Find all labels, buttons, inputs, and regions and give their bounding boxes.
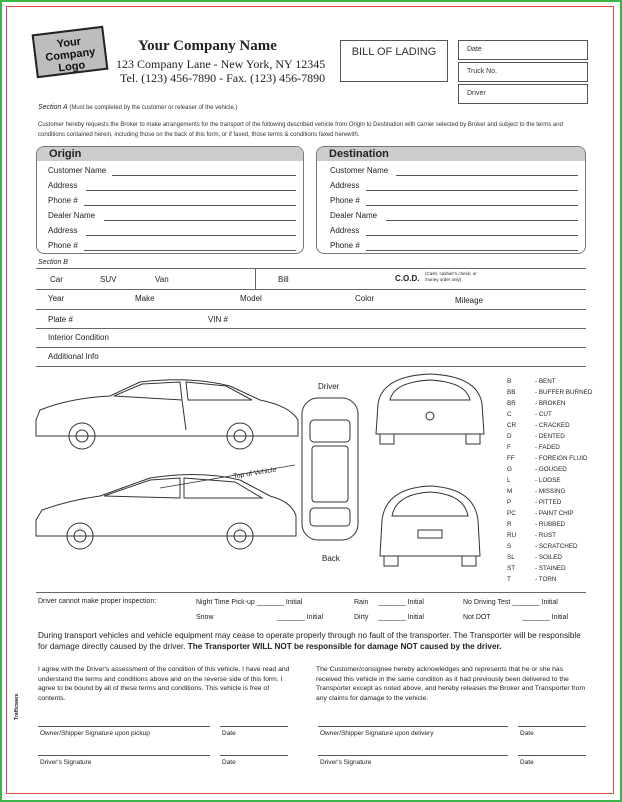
destination-field-label: Phone # (330, 241, 360, 250)
damage-code: CR - CRACKED (507, 422, 570, 429)
divider (36, 328, 586, 329)
make-label: Make (135, 294, 155, 303)
date-field[interactable] (458, 40, 588, 60)
date-line[interactable] (220, 726, 288, 727)
date-label: Date (222, 730, 236, 737)
doc-title-text: BILL OF LADING (351, 46, 437, 58)
divider (36, 268, 586, 269)
destination-title: Destination (317, 147, 585, 161)
divider (36, 347, 586, 348)
inspection-night[interactable]: Night Time Pick-up _______ Initial (196, 599, 303, 606)
destination-field-label: Phone # (330, 196, 360, 205)
year-label: Year (48, 294, 65, 303)
date-line[interactable] (518, 755, 586, 756)
delivery-signature-line[interactable] (318, 726, 508, 727)
damage-code: T - TORN (507, 576, 557, 583)
left-agreement: I agree with the Driver's assessment of the condition of this vehicle. I have read and understand the terms and conditions above and on the reverse side of this form. I agree to be bound by all of these terms and conditions. This vehicle is free of contents. (38, 666, 290, 702)
cod-label: C.O.D. (395, 274, 420, 283)
vehicle-diagram (30, 370, 500, 585)
inspection-dirty[interactable]: Dirty _______ Initial (354, 614, 424, 621)
destination-input-line[interactable] (366, 190, 578, 191)
destination-field-label: Address (330, 181, 360, 190)
company-logo (32, 26, 109, 78)
inspection-no-test[interactable]: No Driving Test _______ Initial (463, 599, 558, 606)
driver-side-label: Driver (318, 382, 340, 391)
transport-note-bold: The Transporter WILL NOT be responsible for damage NOT caused by the driver. (187, 642, 502, 651)
destination-input-line[interactable] (366, 205, 578, 206)
destination-input-line[interactable] (366, 250, 578, 251)
divider (255, 269, 256, 289)
truck-no-field[interactable] (458, 62, 588, 82)
origin-input-line[interactable] (84, 205, 296, 206)
damage-code: D - DENTED (507, 433, 565, 440)
damage-code: F - FADED (507, 444, 560, 451)
section-a-title (38, 104, 237, 111)
bill-label: Bill (278, 275, 289, 284)
additional-label: Additional Info (48, 352, 99, 361)
model-label: Model (240, 294, 262, 303)
divider (36, 309, 586, 310)
origin-input-line[interactable] (104, 220, 296, 221)
divider (36, 366, 586, 367)
date-line[interactable] (518, 726, 586, 727)
inspection-not-dot[interactable]: Not DOT _______ Initial (463, 614, 569, 621)
driver-signature-label: Driver's Signature (40, 759, 92, 766)
driver-label: Driver (467, 90, 486, 97)
transport-note (38, 630, 588, 652)
damage-code: FF - FOREIGN FLUID (507, 455, 588, 462)
damage-code: SL - SOILED (507, 554, 562, 561)
driver-signature-line[interactable] (318, 755, 508, 756)
side-brand: Trafficware (14, 693, 20, 720)
vin-label: VIN # (208, 315, 229, 324)
destination-input-line[interactable] (366, 235, 578, 236)
section-a-label: Section A (38, 104, 68, 111)
section-b-title: Section B (38, 259, 68, 266)
logo-text: Your Company Logo (44, 35, 96, 75)
inspection-snow[interactable]: Snow _______ Initial (196, 614, 324, 621)
driver-signature-label: Driver's Signature (320, 759, 372, 766)
damage-code: PC - PAINT CHIP (507, 510, 574, 517)
origin-title: Origin (37, 147, 303, 161)
destination-field-label: Customer Name (330, 166, 389, 175)
company-name: Your Company Name (138, 38, 277, 54)
origin-field-label: Customer Name (48, 166, 107, 175)
delivery-signature-label: Owner/Shipper Signature upon delivery (320, 730, 434, 737)
section-a-text: Customer hereby requests the Broker to make arrangements for the transport of the following described vehicle from Origin to Destination with carrier selected by Broker and subject to the terms and conditions contained herein, including those on the back of this form, or if faxed, those terms & conditions faxed herewith. (38, 122, 563, 138)
suv-label: SUV (100, 275, 117, 284)
shipper-signature-line[interactable] (38, 726, 210, 727)
damage-code-list (507, 376, 592, 585)
damage-code: S - SCRATCHED (507, 543, 578, 550)
origin-input-line[interactable] (86, 235, 296, 236)
origin-field-label: Address (48, 181, 78, 190)
destination-input-line[interactable] (386, 220, 578, 221)
company-phone-fax: Tel. (123) 456-7890 - Fax. (123) 456-7890 (120, 71, 326, 85)
top-of-vehicle-label: Top of Vehicle (232, 466, 277, 481)
damage-code: L - LOOSE (507, 477, 561, 484)
divider (36, 592, 586, 593)
damage-code: BR - BROKEN (507, 400, 566, 407)
damage-code: P - PITTED (507, 499, 562, 506)
rear-view-car (380, 486, 480, 566)
van-label: Van (155, 275, 169, 284)
inspection-label: Driver cannot make proper inspection: (38, 598, 157, 605)
damage-code: ST - STAINED (507, 565, 566, 572)
damage-code: B - BENT (507, 378, 556, 385)
damage-code: BB - BUFFER BURNED (507, 389, 593, 396)
right-agreement: The Customer/consignee hereby acknowledges and represents that he or she has received this vehicle in the same condition as it had previously been delivered to the Transporter except as noted above, and hereby releases the Broker and Transporter from any claims for damage to the vehicle. (316, 666, 586, 702)
inspection-rain[interactable]: Rain _______ Initial (354, 599, 424, 606)
date-label: Date (520, 730, 534, 737)
origin-input-line[interactable] (84, 250, 296, 251)
truck-label: Truck No. (467, 68, 498, 75)
cod-note: (Cash, cashier's check, or money order only) (425, 271, 477, 282)
car-label: Car (50, 275, 63, 284)
destination-input-line[interactable] (396, 175, 578, 176)
document-title (340, 40, 448, 82)
driver-signature-line[interactable] (38, 755, 210, 756)
front-view-car (376, 374, 484, 444)
back-label: Back (322, 554, 340, 563)
origin-input-line[interactable] (112, 175, 296, 176)
destination-field-label: Address (330, 226, 360, 235)
mileage-label: Mileage (455, 296, 484, 305)
date-label: Date (520, 759, 534, 766)
side-view-bottom-car (36, 474, 296, 549)
damage-code: R - RUBBED (507, 521, 566, 528)
color-label: Color (355, 294, 375, 303)
origin-field-label: Dealer Name (48, 211, 96, 220)
destination-field-label: Dealer Name (330, 211, 378, 220)
origin-field-label: Phone # (48, 241, 78, 250)
transport-note-text: During transport vehicles and vehicle equipment may cease to operate properly through no fault of the transporter. The Transporter will be responsible for damage directly caused by the driver. (38, 631, 581, 651)
damage-code: G - GOUGED (507, 466, 567, 473)
plate-label: Plate # (48, 315, 73, 324)
damage-code: RU - RUST (507, 532, 557, 539)
interior-label: Interior Condition (48, 333, 109, 342)
date-line[interactable] (220, 755, 288, 756)
date-label: Date (222, 759, 236, 766)
company-address: 123 Company Lane - New York, NY 12345 (116, 57, 326, 71)
origin-input-line[interactable] (86, 190, 296, 191)
shipper-signature-label: Owner/Shipper Signature upon pickup (40, 730, 150, 737)
section-a-note: (Must be completed by the customer or releaser of the vehicle.) (69, 105, 238, 111)
top-view-car (302, 398, 358, 540)
divider (36, 289, 586, 290)
damage-code: M - MISSING (507, 488, 566, 495)
driver-field[interactable] (458, 84, 588, 104)
date-label: Date (467, 46, 482, 53)
side-view-top-car (36, 380, 298, 449)
origin-field-label: Address (48, 226, 78, 235)
origin-field-label: Phone # (48, 196, 78, 205)
damage-code: C - CUT (507, 411, 552, 418)
